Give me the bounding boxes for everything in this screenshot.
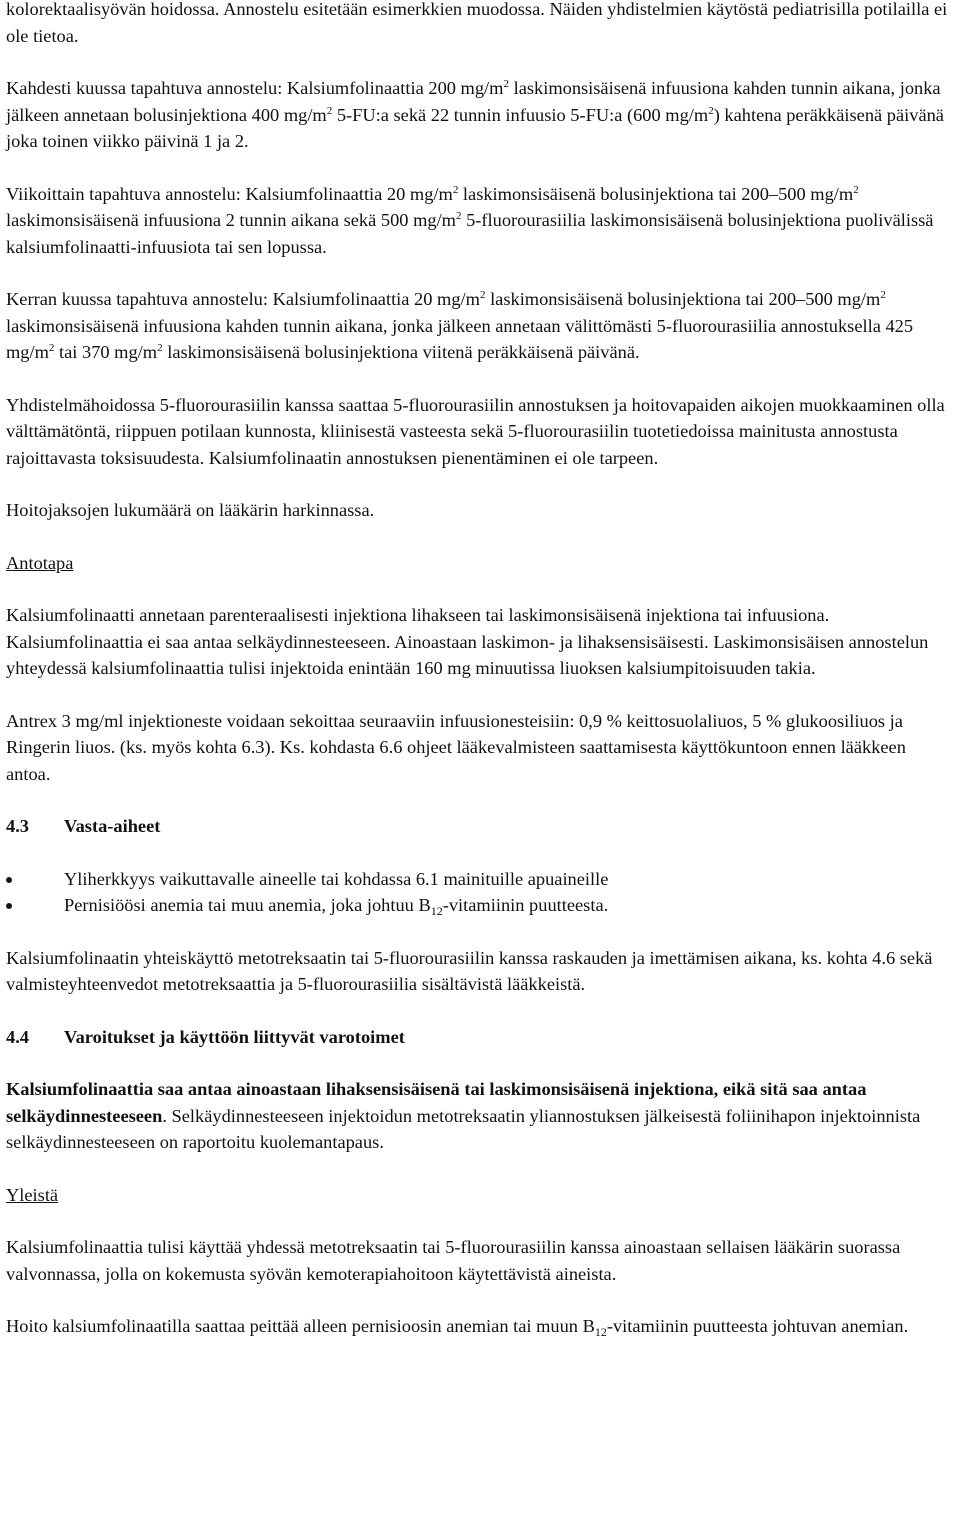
- intro-paragraph: [6, 0, 950, 49]
- superscript: 2: [479, 289, 486, 301]
- subscript: 12: [430, 904, 443, 918]
- twice-monthly-dosing-paragraph: [6, 75, 950, 155]
- twice-monthly-text-1: Kahdesti kuussa tapahtuva annostelu: Kalsiumfolinaattia 200 mg/m: [6, 78, 504, 98]
- twice-monthly-text-2: laskimonsisäisenä infuusiona kahden tunnin aikana, jonka jälkeen annetaan bolusinjektiona 400 mg/m: [6, 78, 941, 125]
- superscript: 2: [452, 183, 459, 196]
- list-item: [6, 892, 950, 919]
- list-item: [6, 866, 950, 893]
- bullet-text-a: Pernisiöösi anemia tai muu anemia, joka johtuu B: [64, 895, 431, 915]
- superscript: 2: [853, 183, 859, 196]
- administration-heading: [6, 550, 950, 577]
- weekly-text-4: 5-fluorourasiilia laskimonsisäisenä bolusinjektiona puolivälissä kalsiumfolinaatti-infuusiota tai sen lopussa.: [6, 210, 934, 257]
- monthly-text-3: laskimonsisäisenä infuusiona kahden tunnin aikana, jonka jälkeen annetaan välittömästi 5-fluorourasiilia annostuksella 425 mg/m: [6, 315, 914, 362]
- twice-monthly-text-4: ) kahtena peräkkäisenä päivänä joka toinen viikko päivinä 1 ja 2.: [6, 104, 944, 151]
- bullet-text: Yliherkkyys vaikuttavalle aineelle tai kohdassa 6.1 mainituille apuaineille: [64, 868, 609, 889]
- superscript: 2: [708, 104, 714, 117]
- warning-bold-text: Kalsiumfolinaattia saa antaa ainoastaan lihaksensisäisenä tai laskimonsisäisenä injektiona, eikä sitä saa antaa selkäydinnesteeseen: [6, 1079, 867, 1126]
- superscript: 2: [503, 78, 509, 90]
- twice-monthly-text-3: 5-FU:a sekä 22 tunnin infuusio 5-FU:a (600 mg/m: [332, 104, 709, 125]
- weekly-text-2: laskimonsisäisenä bolusinjektiona tai 200–500 mg/m: [458, 183, 854, 204]
- contraindications-paragraph: Kalsiumfolinaatin yhteiskäyttö metotreksaatin tai 5-fluorourasiilin kanssa raskauden ja imettämisen aikana, ks. kohta 4.6 sekä valmisteyhteenvedot metotreksaattia ja 5-fluorourasiilia sisältävistä lääkkeistä.: [6, 947, 933, 994]
- general-text-a: Hoito kalsiumfolinaatilla saattaa peittää alleen pernisioosin anemian tai muun B: [6, 1316, 595, 1336]
- combination-therapy-paragraph: Yhdistelmähoidossa 5-fluorourasiilin kanssa saattaa 5-fluorourasiilin annostuksen ja hoitovapaiden aikojen muokkaaminen olla välttämätöntä, riippuen potilaan kunnosta, kliinisestä vasteesta sekä 5-fluorourasiilin tuotetiedoissa mainitusta annostusta rajoittavasta toksisuudesta. Kalsiumfolinaatin annostuksen pienentäminen ei ole tarpeen.: [6, 394, 945, 468]
- general-paragraph-1: Kalsiumfolinaattia tulisi käyttää yhdessä metotreksaatin tai 5-fluorourasiilin kanssa ainoastaan sellaisen lääkärin suorassa valvonnassa, jolla on kokemusta syövän kemoterapiahoitoon käytettävistä aineista.: [6, 1237, 901, 1284]
- administration-paragraph-2: Antrex 3 mg/ml injektioneste voidaan sekoittaa seuraaviin infuusionesteisiin: 0,9 % keittosuolaliuos, 5 % glukoosiliuos ja Ringerin liuos. (ks. myös kohta 6.3). Ks. kohdasta 6.6 ohjeet lääkevalmisteen saattamisesta käyttökuntoon ennen lääkkeen antoa.: [6, 710, 906, 784]
- general-heading-text: Yleistä: [6, 1184, 59, 1205]
- section-title: Varoitukset ja käyttöön liittyvät varotoimet: [64, 1026, 405, 1047]
- monthly-text-4: tai 370 mg/m: [54, 342, 158, 362]
- general-paragraph-2: [6, 1313, 950, 1340]
- weekly-dosing-paragraph: [6, 181, 950, 261]
- warnings-paragraph: [6, 1076, 950, 1156]
- superscript: 2: [157, 342, 163, 354]
- administration-heading-text: Antotapa: [6, 552, 74, 573]
- general-heading: [6, 1182, 950, 1209]
- treatment-cycles-paragraph: Hoitojaksojen lukumäärä on lääkärin harkinnassa.: [6, 500, 375, 520]
- subscript: 12: [594, 1325, 607, 1339]
- section-title: Vasta-aiheet: [64, 816, 161, 836]
- superscript: 2: [326, 104, 333, 117]
- contraindications-list: [6, 866, 950, 919]
- monthly-text-2: laskimonsisäisenä bolusinjektiona tai 200–500 mg/m: [485, 289, 881, 309]
- section-number: 4.4: [6, 1026, 29, 1047]
- monthly-text-1: Kerran kuussa tapahtuva annostelu: Kalsiumfolinaattia 20 mg/m: [6, 289, 480, 309]
- contraindications-heading: [6, 813, 950, 840]
- monthly-dosing-paragraph: [6, 286, 950, 366]
- warning-text: . Selkäydinnesteeseen injektoidun metotreksaatin yliannostuksen jälkeisestä foliinihapon injektoinnista selkäydinnesteeseen on raportoitu kuolemantapaus.: [6, 1105, 921, 1152]
- weekly-text-3: laskimonsisäisenä infuusiona 2 tunnin aikana sekä 500 mg/m: [6, 210, 456, 230]
- warnings-heading: [6, 1024, 950, 1051]
- section-number: 4.3: [6, 816, 29, 836]
- bullet-text-b: -vitamiinin puutteesta.: [442, 895, 609, 915]
- superscript: 2: [880, 289, 886, 301]
- administration-paragraph-1: Kalsiumfolinaatti annetaan parenteraalisesti injektiona lihakseen tai laskimonsisäisenä injektiona tai infuusiona. Kalsiumfolinaattia ei saa antaa selkäydinnesteeseen. Ainoastaan laskimon- ja lihaksensisäisesti. Laskimonsisäisen annostelun yhteydessä kalsiumfolinaattia tulisi injektoida enintään 160 mg minuutissa liuoksen kalsiumpitoisuuden takia.: [6, 605, 929, 678]
- monthly-text-5: laskimonsisäisenä bolusinjektiona viitenä peräkkäisenä päivänä.: [162, 342, 640, 362]
- general-text-b: -vitamiinin puutteesta johtuvan anemian.: [606, 1316, 909, 1336]
- superscript: 2: [48, 342, 55, 354]
- document-page: [6, 0, 950, 1366]
- weekly-text-1: Viikoittain tapahtuva annostelu: Kalsiumfolinaattia 20 mg/m: [6, 183, 453, 204]
- intro-text: kolorektaalisyövän hoidossa. Annostelu esitetään esimerkkien muodossa. Näiden yhdistelmien käytöstä pediatrisilla potilailla ei ole tietoa.: [6, 0, 948, 46]
- superscript: 2: [456, 210, 462, 222]
